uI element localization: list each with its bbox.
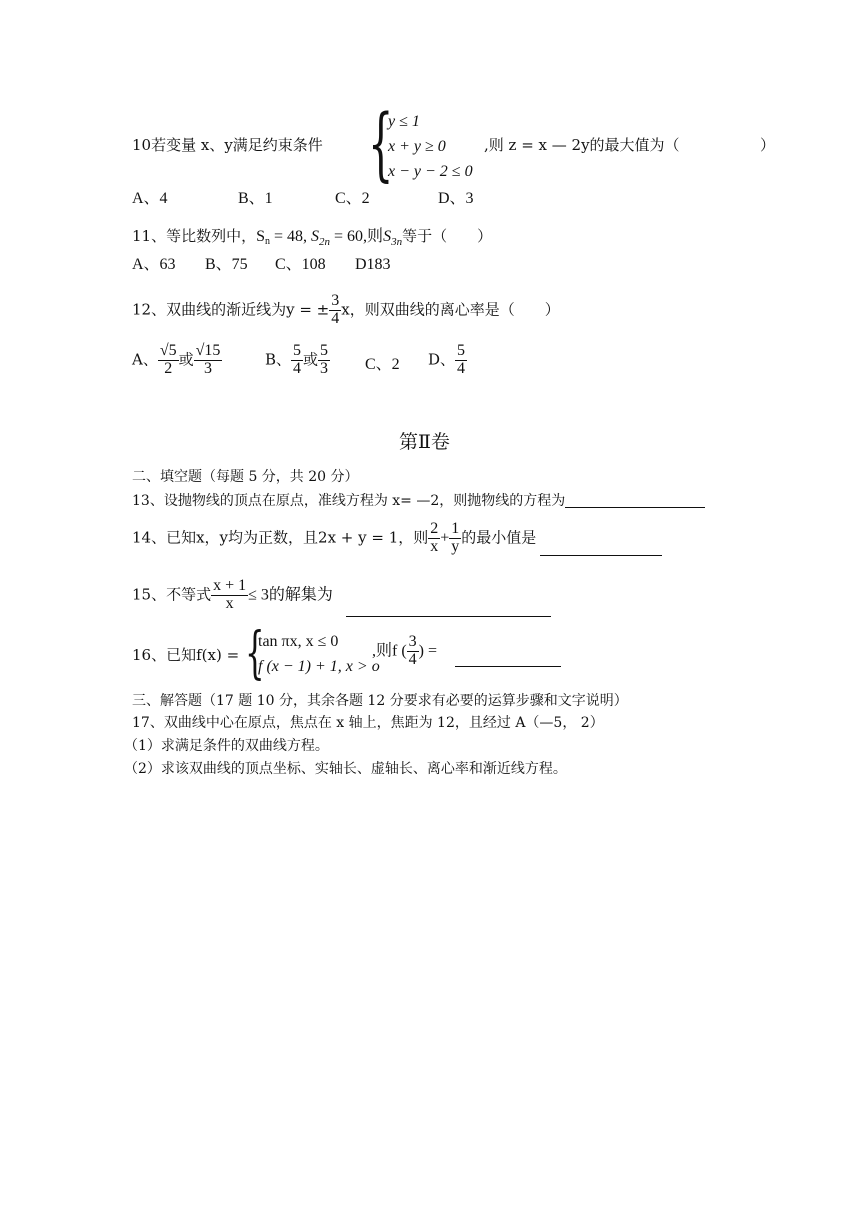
q11-option-b[interactable]: B、75: [205, 256, 248, 273]
q16-prefix: 16、已知f(x) =: [132, 646, 240, 664]
q14-answer-blank[interactable]: [540, 527, 662, 556]
q12-option-d[interactable]: D、 $\frac{5}{4}$: [428, 342, 466, 377]
q12-option-a-frac1: $\frac{√5}{2}$: [159, 342, 177, 377]
q11-option-c[interactable]: C、108: [275, 256, 326, 273]
q12-option-d-frac: $\frac{5}{4}$: [457, 342, 466, 377]
q13-answer-blank[interactable]: [565, 493, 705, 508]
q10-option-c[interactable]: C、2: [335, 190, 370, 207]
q12-prefix: 12、双曲线的渐近线为y = ±: [132, 300, 330, 319]
q11-sn: Sn: [256, 228, 270, 247]
q11-s3n: $S_{3n}$: [383, 228, 403, 248]
q12-option-b-frac1: $\frac{5}{4}$: [293, 342, 302, 377]
q14-stem: 14、已知x，y均为正数，且2x + y = 1，则 $\frac{2}{x}$ + $\frac{1}{y}$ 的最小值是: [132, 521, 662, 556]
q14-fraction-1: $\frac{2}{x}$: [430, 520, 439, 555]
section2-title: 第Ⅱ卷: [399, 431, 450, 453]
q12-option-a-frac2: $\frac{√15}{3}$: [195, 342, 221, 377]
section3-heading: 三、解答题（17 题 10 分，其余各题 12 分要求有必要的运算步骤和文字说明）: [132, 693, 628, 709]
q14-fraction-2: $\frac{1}{y}$: [451, 520, 460, 555]
q11-stem: [132, 229, 492, 248]
q16-case-1: tan πx, x ≤ 0: [258, 633, 339, 650]
q11-suffix: 等于（ ）: [402, 227, 493, 245]
q10-option-b[interactable]: B、1: [238, 190, 273, 207]
q16-case-2: f (x − 1) + 1, x > o: [258, 658, 380, 675]
q15-fraction: $\frac{x + 1}{x}$: [213, 577, 247, 612]
q17-stem: 17、双曲线中心在原点，焦点在 x 轴上，焦距为 12，且经过 A（—5， 2）: [132, 715, 604, 731]
q16-tail: ,则f ( $\frac{3}{4}$ ) =: [372, 633, 438, 668]
q10-constraint-1: y ≤ 1: [388, 113, 420, 130]
q11-prefix: 11、等比数列中，: [132, 227, 257, 245]
q12-option-b[interactable]: B、 $\frac{5}{4}$ 或 $\frac{5}{3}$: [265, 342, 329, 377]
q13-stem: 13、设抛物线的顶点在原点，准线方程为 x= —2，则抛物线的方程为: [132, 493, 705, 508]
q15-answer-blank[interactable]: [346, 602, 551, 617]
q10-constraint-3: x − y − 2 ≤ 0: [388, 163, 473, 180]
q16-piecewise-brace: {: [245, 621, 265, 686]
q10-system-brace: {: [368, 97, 394, 190]
q10-close-paren: ）: [760, 136, 776, 154]
q16-fraction: $\frac{3}{4}$: [408, 633, 417, 668]
q11-option-a[interactable]: A、63: [132, 256, 176, 273]
q12-option-a[interactable]: A、 $\frac{√5}{2}$ 或 $\frac{√15}{3}$: [132, 342, 221, 377]
q12-suffix: x，则双曲线的离心率是（ ）: [341, 300, 560, 319]
q10-option-a[interactable]: A、4: [132, 190, 168, 207]
fill-in-heading: 二、填空题（每题 5 分，共 20 分）: [132, 469, 359, 485]
q17-part-1: （1）求满足条件的双曲线方程。: [124, 738, 329, 754]
q10-prefix: 10若变量 x、y满足约束条件: [132, 136, 323, 154]
q10-constraint-2: x + y ≥ 0: [388, 138, 446, 155]
q17-part-2: （2）求该双曲线的顶点坐标、实轴长、虚轴长、离心率和渐近线方程。: [124, 761, 567, 777]
q12-stem: [132, 293, 560, 328]
q12-option-c[interactable]: C、2: [365, 356, 400, 373]
q11-option-d[interactable]: D183: [355, 256, 391, 273]
q15-stem: 15、不等式 $\frac{x + 1}{x}$ ≤ 3的解集为: [132, 577, 333, 612]
q16-answer-blank[interactable]: [455, 652, 561, 667]
q11-s2n: $S_{2n}$: [311, 228, 331, 248]
q10-option-d[interactable]: D、3: [438, 190, 474, 207]
q11-eq2: = 60,则: [330, 228, 384, 245]
q12-slope-fraction: $\frac{3}{4}$: [331, 292, 340, 327]
q11-eq1: = 48,: [270, 228, 312, 245]
q12-option-b-frac2: $\frac{5}{3}$: [320, 342, 329, 377]
q10-suffix: ,则 z = x — 2y的最大值为（: [484, 136, 680, 154]
